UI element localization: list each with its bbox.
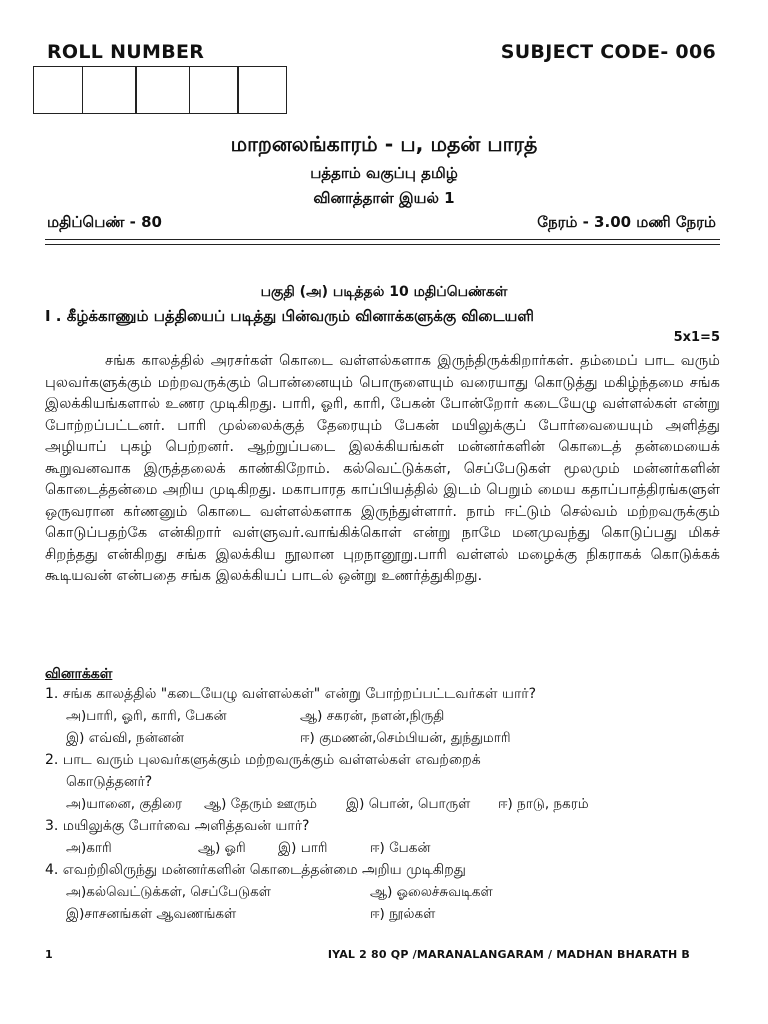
option-aa[interactable]: ஆ) ஓலைச்சுவடிகள்: [370, 884, 493, 900]
section-instruction: I . கீழ்க்காணும் பத்தியைப் படித்து பின்வரும் வினாக்களுக்கு விடையளி: [45, 307, 534, 325]
divider: [45, 239, 720, 240]
questions-heading: வினாக்கள்: [45, 666, 113, 682]
option-i[interactable]: இ) எவ்வி, நன்னன்: [66, 730, 185, 746]
option-a[interactable]: அ)காரி: [66, 840, 112, 856]
option-i[interactable]: இ) பாரி: [278, 840, 328, 856]
option-a[interactable]: அ)யானை, குதிரை: [66, 796, 183, 812]
option-ii[interactable]: ஈ) குமணன்,செம்பியன், துந்துமாரி: [300, 730, 511, 746]
subject-code: SUBJECT CODE- 006: [500, 41, 716, 63]
reading-passage: சங்க காலத்தில் அரசர்கள் கொடை வள்ளல்களாக இருந்திருக்கிறார்கள். தம்மைப் பாட வரும் புலவர்களுக்கும் மற்றவருக்கும் பொன்னையும் பொருளையும் வரையாது கொடுத்து மகிழ்ந்தமை சங்க இலக்கியங்களால் உணர முடிகிறது. பாரி, ஓரி, காரி, பேகன் போன்றோர் கடையேழு வள்ளல்கள் என்று போற்றப்பட்டனர். பாரி முல்லைக்குத் தேரையும் பேகன் மயிலுக்குப் போர்வையையும் அளித்து அழியாப் புகழ் பெற்றனர். ஆற்றுப்படை இலக்கியங்கள் மன்னர்களின் கொடைத் தன்மையைக் கூறுவனவாக இருத்தலைக் காண்கிறோம். கல்வெட்டுக்கள், செப்பேடுகள் மூலமும் மன்னர்களின் கொடைத்தன்மை அறிய முடிகிறது. மகாபாரத காப்பியத்தில் இடம் பெறும் மைய கதாப்பாத்திரங்களுள் ஒருவரான கர்ணனும் கொடை வள்ளல்களாக இருந்துள்ளார். நாம் ஈட்டும் செல்வம் மற்றவருக்கும் கொடுப்பதற்கே என்கிறார் வள்ளுவர்.வாங்கிக்கொள் என்று நாமே மனமுவந்து கொடுப்பது மிகச் சிறந்தது என்கிறது சங்க இலக்கிய நூலான புறநானூறு.பாரி வள்ளல் மழைக்கு நிகராகக் கொடுக்கக் கூடியவன் என்பதை சங்க இலக்கியப் பாடல் ஒன்று உணர்த்துகிறது.: [45, 352, 720, 584]
question-2-continued: கொடுத்தனர்?: [66, 774, 153, 790]
question-4: 4. எவற்றிலிருந்து மன்னர்களின் கொடைத்தன்மை அறிய முடிகிறது: [45, 862, 466, 878]
option-i[interactable]: இ) பொன், பொருள்: [346, 796, 471, 812]
total-marks: மதிப்பெண் - 80: [47, 213, 162, 231]
roll-box[interactable]: [82, 66, 137, 114]
option-aa[interactable]: ஆ) சகரன், நளன்,நிருதி: [300, 708, 445, 724]
exam-time: நேரம் - 3.00 மணி நேரம்: [537, 213, 716, 231]
option-a[interactable]: அ)கல்வெட்டுக்கள், செப்பேடுகள்: [66, 884, 271, 900]
option-aa[interactable]: ஆ) ஓரி: [198, 840, 246, 856]
roll-number-label: ROLL NUMBER: [47, 41, 205, 63]
paper-title: வினாத்தாள் இயல் 1: [313, 189, 455, 207]
footer-text: IYAL 2 80 QP /MARANALANGARAM / MADHAN BHARATH B: [327, 948, 690, 961]
page-number: 1: [45, 948, 53, 961]
question-2: 2. பாட வரும் புலவர்களுக்கும் மற்றவருக்கும் வள்ளல்கள் எவற்றைக்: [45, 752, 481, 768]
section-title: பகுதி (அ) படித்தல் 10 மதிப்பெண்கள்: [260, 284, 508, 300]
roll-number-boxes: [33, 66, 286, 114]
option-ii[interactable]: ஈ) நூல்கள்: [370, 906, 436, 922]
subject-title: பத்தாம் வகுப்பு தமிழ்: [310, 164, 458, 182]
option-aa[interactable]: ஆ) தேரும் ஊரும்: [204, 796, 318, 812]
question-3: 3. மயிலுக்கு போர்வை அளித்தவன் யார்?: [45, 818, 310, 834]
author-title: மாறனலங்காரம் - ப, மதன் பாரத்: [230, 132, 538, 156]
option-ii[interactable]: ஈ) பேகன்: [370, 840, 431, 856]
option-a[interactable]: அ)பாரி, ஓரி, காரி, பேகன்: [66, 708, 227, 724]
option-ii[interactable]: ஈ) நாடு, நகரம்: [498, 796, 589, 812]
roll-box[interactable]: [237, 66, 287, 114]
roll-box[interactable]: [135, 66, 190, 114]
divider: [45, 244, 720, 245]
section-score: 5x1=5: [673, 330, 720, 345]
roll-box[interactable]: [33, 66, 83, 114]
roll-box[interactable]: [189, 66, 239, 114]
question-1: 1. சங்க காலத்தில் "கடையேழு வள்ளல்கள்" என்று போற்றப்பட்டவர்கள் யார்?: [45, 686, 536, 702]
option-i[interactable]: இ)சாசனங்கள் ஆவணங்கள்: [66, 906, 237, 922]
